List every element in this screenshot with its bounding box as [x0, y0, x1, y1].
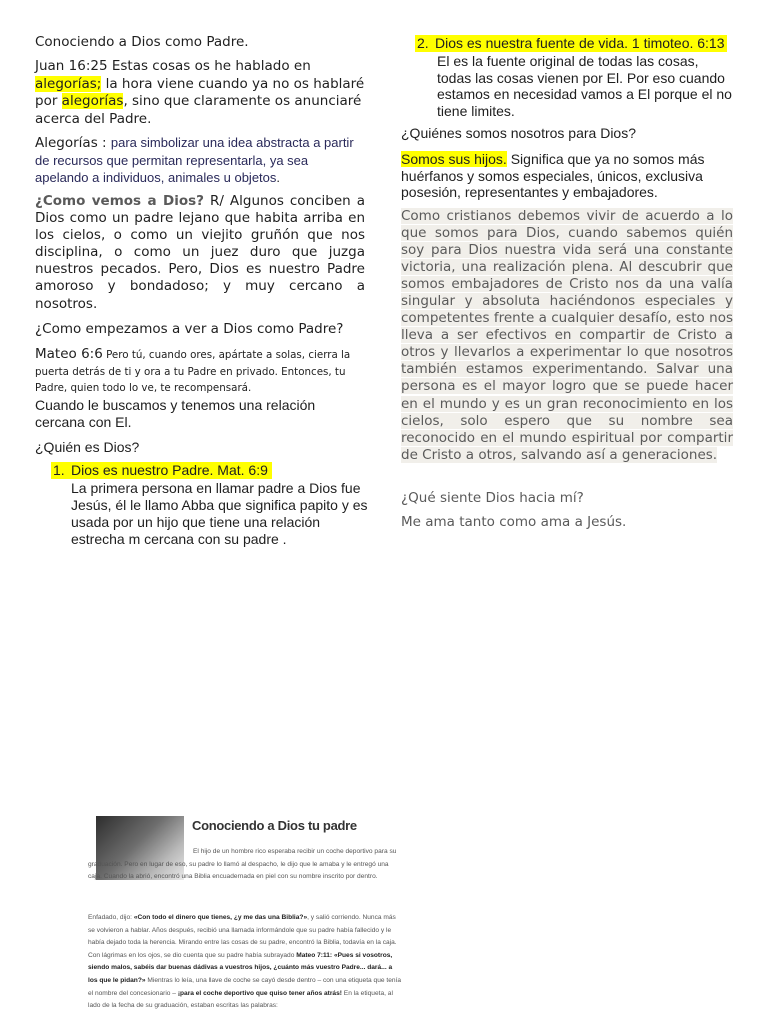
list-item-1 [51, 462, 368, 548]
list-item-1-heading [51, 462, 272, 479]
article-p2-e: Mientras lo leía, una llave de coche se cayó desde dentro – con una etiqueta que tenía el nombre del concesionario – [88, 976, 402, 997]
list-item-2 [415, 35, 733, 119]
list-item-1-title: Dios es nuestro Padre. Mat. 6:9 [71, 462, 268, 478]
quien-question: ¿Quién es Dios? [35, 439, 140, 455]
empezamos-question: ¿Como empezamos a ver a Dios como Padre? [35, 321, 344, 337]
como-vemos-paragraph [35, 193, 365, 313]
como-vemos-question: ¿Como vemos a Dios? [35, 193, 204, 209]
juan-ref: Juan 16:25 Estas cosas os he hablado en [35, 58, 311, 74]
siente-question: ¿Qué siente Dios hacia mí? [401, 490, 584, 506]
article-image [88, 808, 410, 1024]
list-item-1-number: 1. [53, 462, 65, 478]
article-paragraph-1: El hijo de un hombre rico esperaba recibir un coche deportivo para su graduación. Pero en lugar de eso, su padre lo llamó al despacho, le dijo que le amaba y le entregó una caja. Cuando la abrió, encontró una Biblia encuadernada en piel con su nombre inscrito por dentro. [88, 848, 397, 881]
article-p2-d: Mateo 7:11: «Pues si vosotros, siendo malos, sabéis dar buenas dádivas a vuestros hijos, ¿cuánto más vuestro Padre... dará... a los que le pidan?» [88, 951, 393, 984]
article-p2-c: , y salió corriendo. Nunca más se volvieron a hablar. Años después, recibió una llamada informándole que su padre había fallecido y le había dejado toda la herencia. Mirando entre las cosas de su padre, encontró la Biblia, todavía en la caja. Con lágrimas en los ojos, se dio cuenta que su padre había subrayado [88, 914, 397, 959]
juan-verse [35, 58, 365, 128]
list-item-2-number: 2. [417, 35, 429, 51]
highlight-alegorias-2: alegorías [61, 93, 124, 109]
hijos-paragraph [401, 151, 733, 201]
mateo-text: Pero tú, cuando ores, apártate a solas, cierra la puerta detrás de ti y ora a tu Padre en privado. Entonces, tu Padre, quien todo lo ve, te recompensará. [35, 349, 351, 394]
hijos-text: Significa que ya no somos más huérfanos y somos especiales, únicos, exclusiva posesión, representantes y embajadores. [401, 151, 705, 200]
article-p2-b: «Con todo el dinero que tienes, ¿y me das una Biblia?» [133, 914, 308, 921]
article-paragraph-2 [88, 912, 402, 1013]
alegorias-def: para simbolizar una idea abstracta a partir de recursos que permitan representarla, ya sea apelando a individuos, animales u objetos [35, 135, 354, 185]
mateo-ref: Mateo 6:6 [35, 346, 103, 362]
juan-mid: la hora viene cuando ya no os hablaré por [35, 75, 365, 109]
buscamos-paragraph: Cuando le buscamos y tenemos una relación cercana con El. [35, 397, 316, 430]
article-p2-f: ¡para el coche deportivo que quiso tener años atrás! [177, 989, 342, 997]
doc-title: Conociendo a Dios como Padre. [35, 34, 249, 50]
article-title: Conociendo a Dios tu padre [192, 818, 357, 833]
highlight-alegorias-1: alegorías; [35, 75, 102, 92]
como-vemos-answer: R/ Algunos conciben a Dios como un padre lejano que habita arriba en los cielos, o como un viejito gruñón que nos disciplina, o como un juez duro que juzga nuestros pecados. Pero, Dios es nuestro Padre amoroso y bondadoso; y muy cercano a nosotros. [35, 193, 365, 312]
article-p2-a: Enfadado, dijo: [88, 914, 134, 921]
list-item-1-body: La primera persona en llamar padre a Dios fue Jesús, él le llamo Abba que significa papito y es usada por un hijo que tiene una relación estrecha m cercana con su padre . [71, 480, 368, 547]
juan-end: , sino que claramente os anunciaré acerca del Padre. [35, 93, 362, 127]
article-p2-g: En la etiqueta, al lado de la fecha de su graduación, estaban escritas las palabras: [88, 989, 393, 1010]
cristianos-paragraph [401, 208, 733, 464]
ama-answer: Me ama tanto como ama a Jesús. [401, 514, 627, 530]
list-item-2-heading [415, 35, 727, 52]
alegorias-dot: . [276, 170, 281, 185]
highlight-somos-hijos: Somos sus hijos. [401, 151, 507, 167]
list-item-2-body: El es la fuente original de todas las cosas, todas las cosas vienen por El. Por eso cuando estamos en necesidad vamos a El porque el no tiene limites. [437, 53, 732, 119]
alegorias-term: Alegorías : [35, 135, 111, 151]
cristianos-text: Como cristianos debemos vivir de acuerdo a lo que somos para Dios, cuando sabemos quién soy para Dios nuestra vida será una constante victoria, una realización plena. Al descubrir que somos embajadores de Cristo nos da una valía singular y absoluta haciéndonos especiales y competentes frente a cualquier desafío, esto nos lleva a ser efectivos en compartir de Cristo a otros y llevarlos a experimentar lo que nosotros también estamos experimentando. Salvar una persona es el mayor logro que se puede hacer en el mundo y es un gran reconocimiento en los cielos, solo espero que su nombre sea reconocido en el mundo espiritual por compartir de Cristo a otros, salvando así a generaciones. [401, 208, 733, 463]
alegorias-definition [35, 134, 365, 186]
mateo-verse [35, 346, 367, 396]
list-item-2-title: Dios es nuestra fuente de vida. 1 timoteo. 6:13 [435, 35, 725, 51]
quienes-question: ¿Quiénes somos nosotros para Dios? [401, 125, 636, 141]
